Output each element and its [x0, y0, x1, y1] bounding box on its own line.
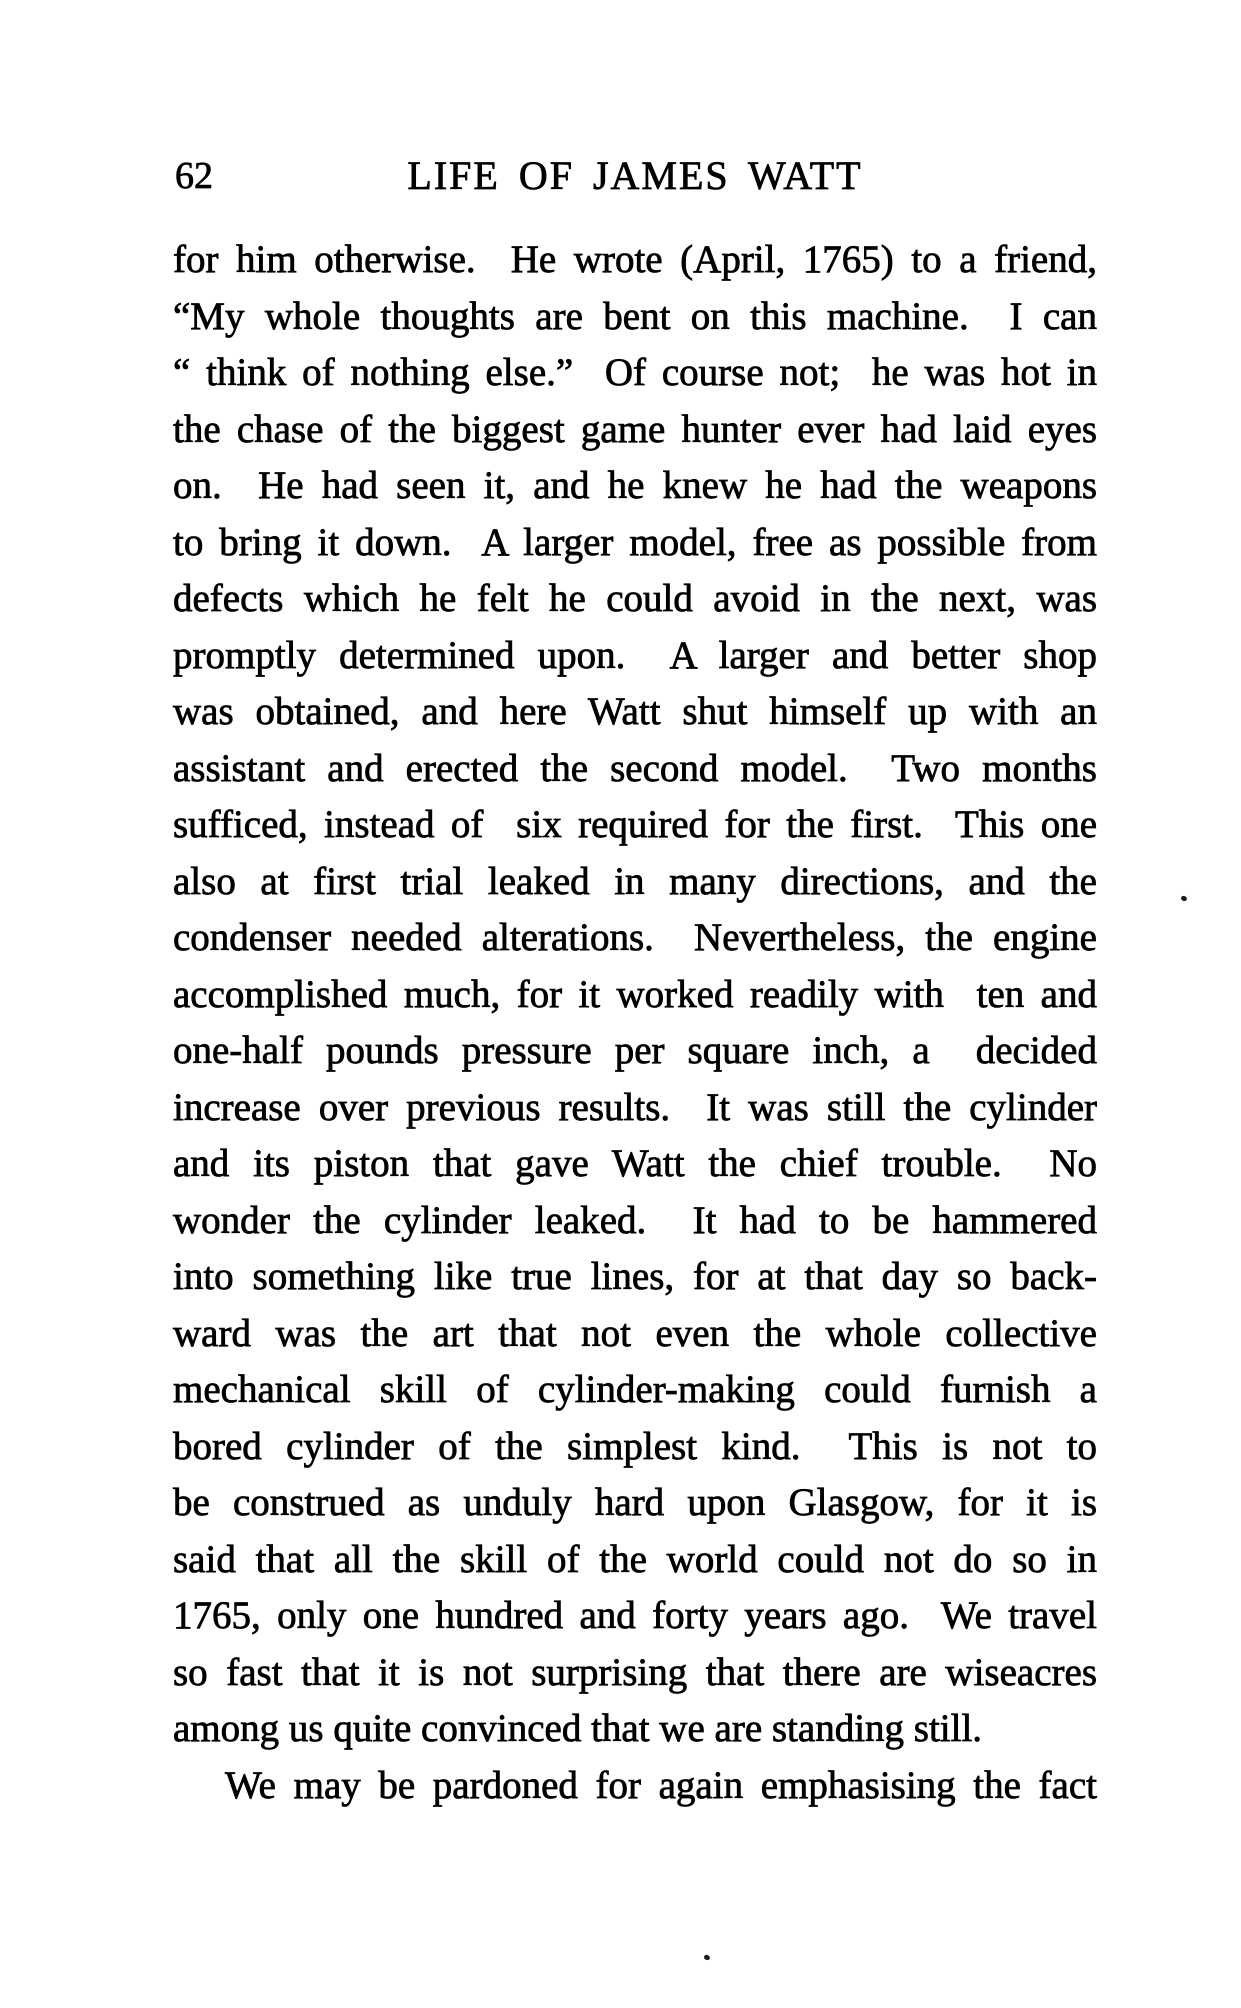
text-line-content: 1765, only one hundred and forty years ago. We travel — [173, 1594, 1097, 1637]
text-line — [173, 1023, 1097, 1080]
text-line — [173, 1475, 1097, 1532]
paragraph — [173, 232, 1097, 1758]
text-line — [173, 684, 1097, 741]
text-line — [173, 571, 1097, 628]
text-line-content: into something like true lines, for at that day so back- — [173, 1255, 1097, 1298]
text-line-content: for him otherwise. He wrote (April, 1765) to a friend, — [173, 238, 1097, 281]
text-line-content: “My whole thoughts are bent on this machine. I can — [173, 294, 1097, 338]
text-line — [173, 402, 1097, 459]
text-line — [173, 345, 1097, 402]
text-line-content: wonder the cylinder leaked. It had to be hammered — [173, 1198, 1097, 1242]
body-text — [173, 232, 1097, 1814]
text-line-content: the chase of the biggest game hunter ever had laid eyes — [173, 407, 1097, 451]
text-line-content: on. He had seen it, and he knew he had the weapons — [173, 464, 1097, 507]
text-line-content: so fast that it is not surprising that there are wiseacres — [173, 1650, 1097, 1694]
text-line — [173, 1193, 1097, 1250]
text-line-content: also at first trial leaked in many directions, and the — [173, 859, 1097, 903]
text-line-content: among us quite convinced that we are standing still. — [173, 1707, 983, 1750]
text-line-content: mechanical skill of cylinder-making could furnish a — [173, 1368, 1097, 1411]
text-line — [173, 1306, 1097, 1363]
text-line — [173, 289, 1097, 346]
page-header — [173, 153, 1097, 199]
page-number: 62 — [175, 155, 213, 197]
text-line — [173, 1249, 1097, 1306]
ink-speck — [1180, 895, 1187, 902]
text-line — [173, 967, 1097, 1024]
text-line — [173, 1588, 1097, 1645]
text-line-content: sufficed, instead of six required for the first. This one — [173, 803, 1097, 846]
text-line — [173, 1362, 1097, 1419]
text-line-content: assistant and erected the second model. Two months — [173, 746, 1097, 790]
text-line-content: ward was the art that not even the whole collective — [173, 1311, 1097, 1355]
paragraph — [173, 1758, 1097, 1815]
text-line-content: to bring it down. A larger model, free as possible from — [173, 520, 1097, 564]
text-line — [173, 1701, 1097, 1758]
running-title: LIFE OF JAMES WATT — [407, 153, 863, 198]
text-line — [173, 854, 1097, 911]
text-line — [173, 1645, 1097, 1702]
text-line-content: “ think of nothing else.” Of course not; he was hot in — [173, 351, 1097, 394]
text-line-content: was obtained, and here Watt shut himself up with an — [173, 690, 1097, 733]
text-line-content: defects which he felt he could avoid in the next, was — [173, 577, 1097, 620]
text-line — [173, 1419, 1097, 1476]
text-line-content: bored cylinder of the simplest kind. This is not to — [173, 1424, 1097, 1468]
text-line-content: said that all the skill of the world could not do so in — [173, 1537, 1097, 1581]
text-line — [173, 1758, 1097, 1815]
text-line — [173, 232, 1097, 289]
text-line — [173, 1136, 1097, 1193]
text-line-content: one-half pounds pressure per square inch, a decided — [173, 1029, 1097, 1072]
text-line-content: be construed as unduly hard upon Glasgow, for it is — [173, 1481, 1097, 1524]
text-line — [173, 797, 1097, 854]
text-line — [173, 910, 1097, 967]
text-line — [173, 741, 1097, 798]
text-line — [173, 515, 1097, 572]
text-line-content: We may be pardoned for again emphasising the fact — [225, 1763, 1097, 1807]
ink-speck — [703, 1954, 710, 1961]
text-line-content: accomplished much, for it worked readily with ten and — [173, 972, 1097, 1016]
text-line-content: condenser needed alterations. Nevertheless, the engine — [173, 916, 1097, 959]
text-line — [173, 458, 1097, 515]
text-line — [173, 1532, 1097, 1589]
text-line — [173, 628, 1097, 685]
text-line-content: and its piston that gave Watt the chief trouble. No — [173, 1142, 1097, 1185]
text-line-content: promptly determined upon. A larger and better shop — [173, 633, 1097, 677]
text-line — [173, 1080, 1097, 1137]
text-line-content: increase over previous results. It was still the cylinder — [173, 1085, 1097, 1129]
